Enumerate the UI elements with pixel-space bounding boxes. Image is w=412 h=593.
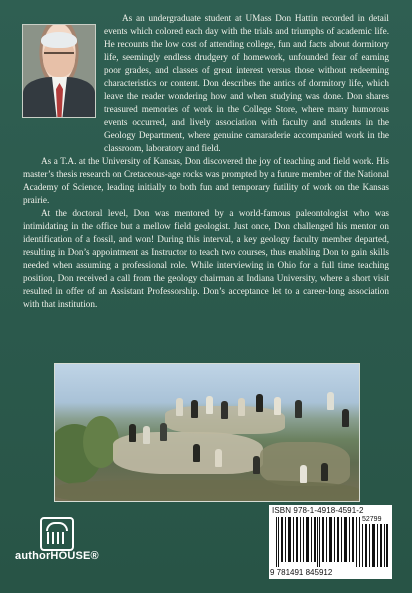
isbn-barcode [269, 505, 392, 579]
barcode-bars [276, 517, 360, 567]
isbn-number: ISBN 978-1-4918-4591-2 [272, 506, 364, 515]
blurb-paragraph: As an undergraduate student at UMass Don Hattin recorded in detail events which colored each day with the trials and triumphs of academic life. He recounts the low cost of attending college, fun and facts about dormitory life, seemingly endless drudgery of homework, unfounded fear of earning poor grades, and classes of great interest versus those without redeeming characteristics or content. Don describes the antics of dormitory life, which leave the reader wondering how and when studying was done. Don shares treasured memories of work in the College Store, where many humorous events occurred, and lively association with faculty and students in the Geology Department, where genuine camaraderie accompanied work in the classroom, laboratory and field. [104, 13, 389, 153]
publisher-name: authorHOUSE® [15, 550, 99, 562]
blurb-paragraph: At the doctoral level, Don was mentored by a world-famous paleontologist who was intimidating in the office but a mellow field geologist. Just once, Don challenged his mentor on identification of a fossil, and won! During this interval, a key geology faculty member departed, resulting in Don’s appointment as Instructor to teach two courses, thus enabling Don to gain skills needed when assuming a professional role. While interviewing in Ohio for a full time teaching position, Don received a call from the geology chairman at Indiana University, where a short visit resulted in offer of an Assistant Professorship. Don’s acceptance let to a career-long association with that institution. [23, 208, 389, 309]
back-cover-blurb [23, 12, 389, 311]
authorhouse-logo-icon [40, 517, 74, 551]
field-trip-photo [54, 363, 360, 502]
ean-number: 9 781491 845912 [270, 568, 333, 577]
blurb-paragraph: As a T.A. at the University of Kansas, Don discovered the joy of teaching and field work. His master’s thesis research on Cretaceous-age rocks was prompted by a future member of the National Academy of Science, leading initially to both fun and temporary futility of work on the Kansas prairie. [23, 156, 389, 205]
price-barcode-bars [362, 524, 388, 567]
price-code: 52799 [362, 516, 382, 523]
